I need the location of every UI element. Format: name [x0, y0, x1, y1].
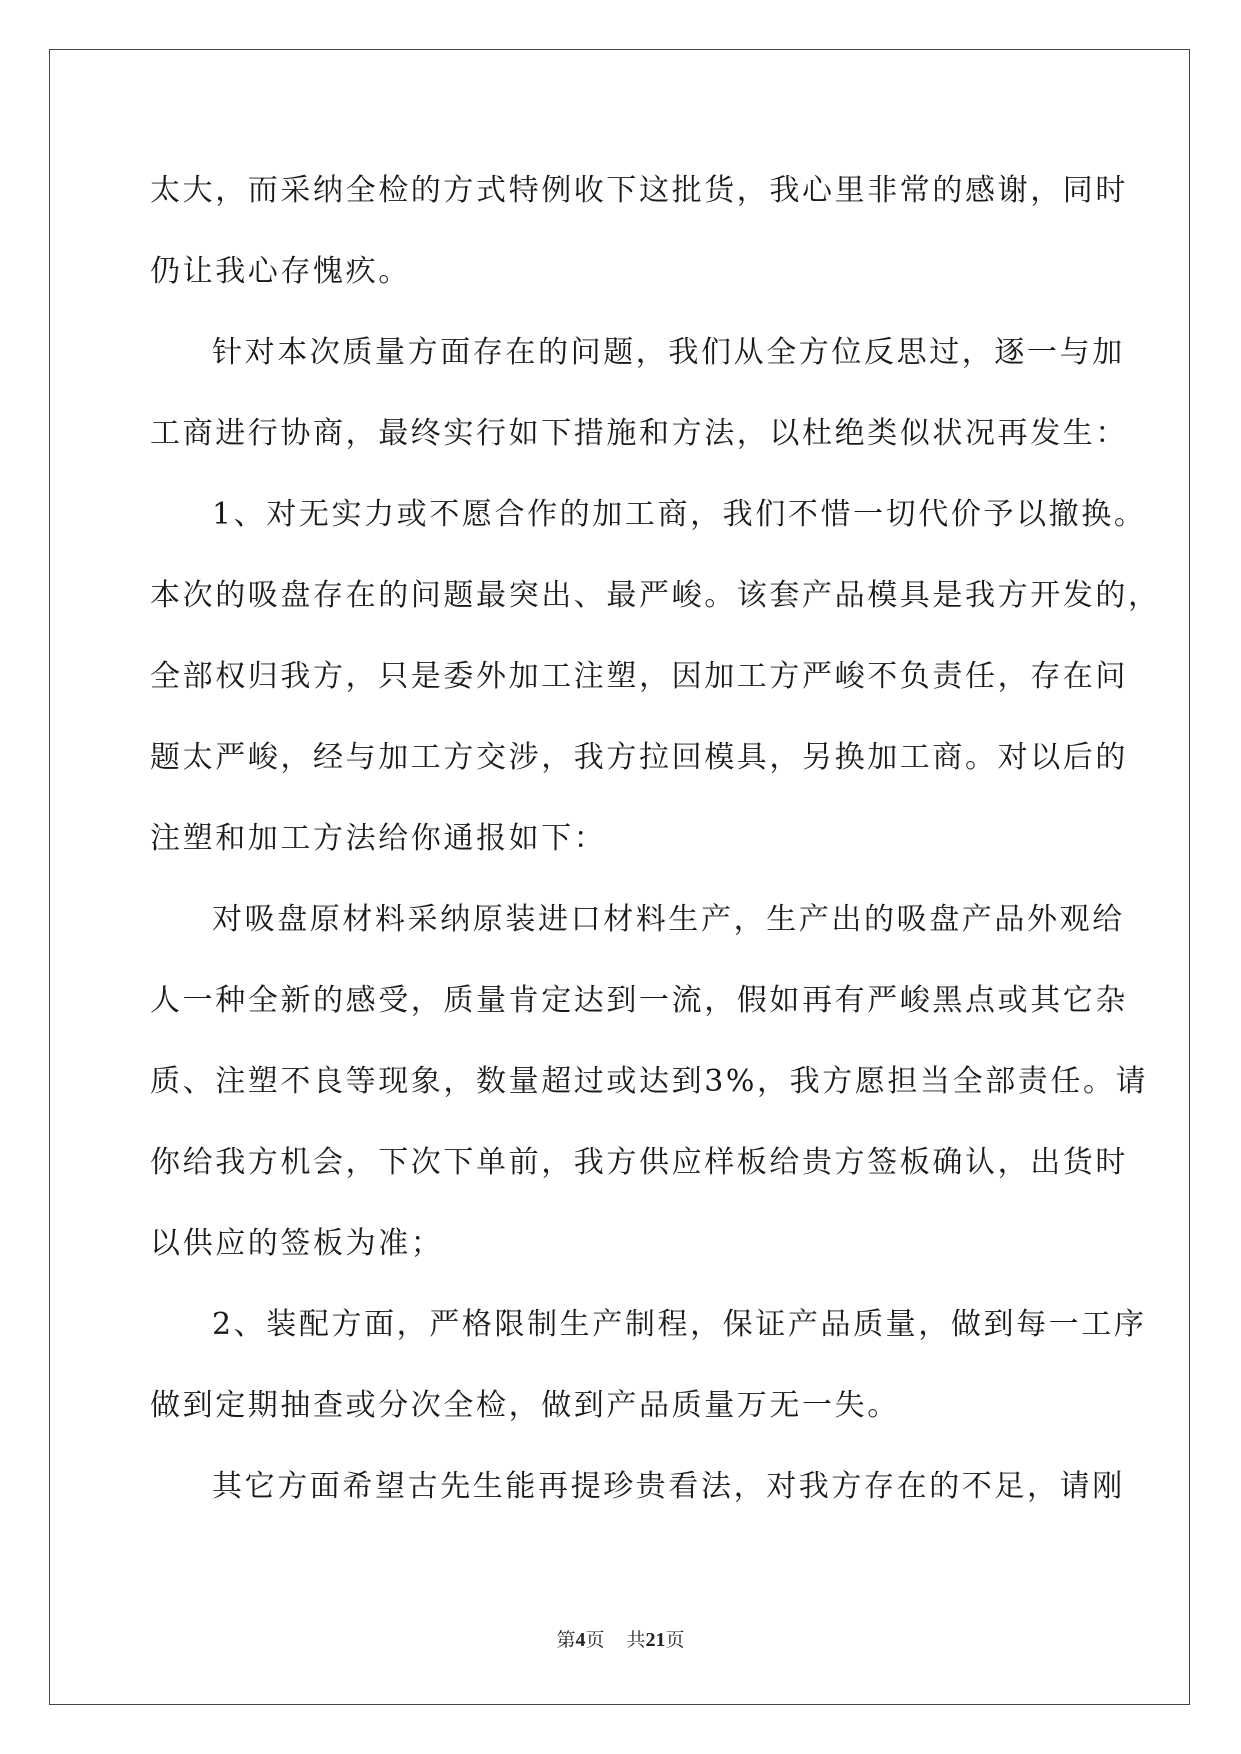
text-line-14: 以供应的签板为准； [150, 1226, 444, 1261]
text-line-12: 质、注塑不良等现象，数量超过或达到3%，我方愿担当全部责任。请 [150, 1064, 1149, 1099]
text-line-2: 仍让我心存愧疚。 [150, 254, 411, 289]
text-line-3: 针对本次质量方面存在的问题，我们从全方位反思过，逐一与加 [212, 335, 1125, 370]
text-line-6: 本次的吸盘存在的问题最突出、最严峻。该套产品模具是我方开发的， [150, 578, 1161, 613]
text-line-11: 人一种全新的感受，质量肯定达到一流，假如再有严峻黑点或其它杂 [150, 983, 1128, 1018]
text-line-4: 工商进行协商，最终实行如下措施和方法，以杜绝类似状况再发生： [150, 416, 1128, 451]
text-line-7: 全部权归我方，只是委外加工注塑，因加工方严峻不负责任，存在问 [150, 659, 1128, 694]
total-pages: 21 [645, 1629, 666, 1651]
text-line-1: 太大，而采纳全检的方式特例收下这批货，我心里非常的感谢，同时 [150, 173, 1128, 208]
text-line-10: 对吸盘原材料采纳原装进口材料生产，生产出的吸盘产品外观给 [212, 902, 1125, 937]
text-line-5: 1、对无实力或不愿合作的加工商，我们不惜一切代价予以撤换。 [212, 497, 1147, 532]
total-prefix: 共 [626, 1629, 646, 1651]
text-line-8: 题太严峻，经与加工方交涉，我方拉回模具，另换加工商。对以后的 [150, 740, 1128, 775]
text-line-17: 其它方面希望古先生能再提珍贵看法，对我方存在的不足，请刚 [212, 1469, 1125, 1504]
text-line-9: 注塑和加工方法给你通报如下： [150, 821, 607, 856]
page-suffix: 页 [585, 1629, 605, 1651]
page-prefix: 第 [556, 1629, 576, 1651]
page-number: 4 [575, 1629, 586, 1651]
text-line-15: 2、装配方面，严格限制生产制程，保证产品质量，做到每一工序 [212, 1307, 1147, 1342]
total-suffix: 页 [665, 1629, 685, 1651]
document-body [150, 164, 1161, 1541]
page-footer [0, 1627, 1241, 1653]
text-line-13: 你给我方机会，下次下单前，我方供应样板给贵方签板确认，出货时 [150, 1145, 1128, 1180]
text-line-16: 做到定期抽查或分次全检，做到产品质量万无一失。 [150, 1388, 900, 1423]
